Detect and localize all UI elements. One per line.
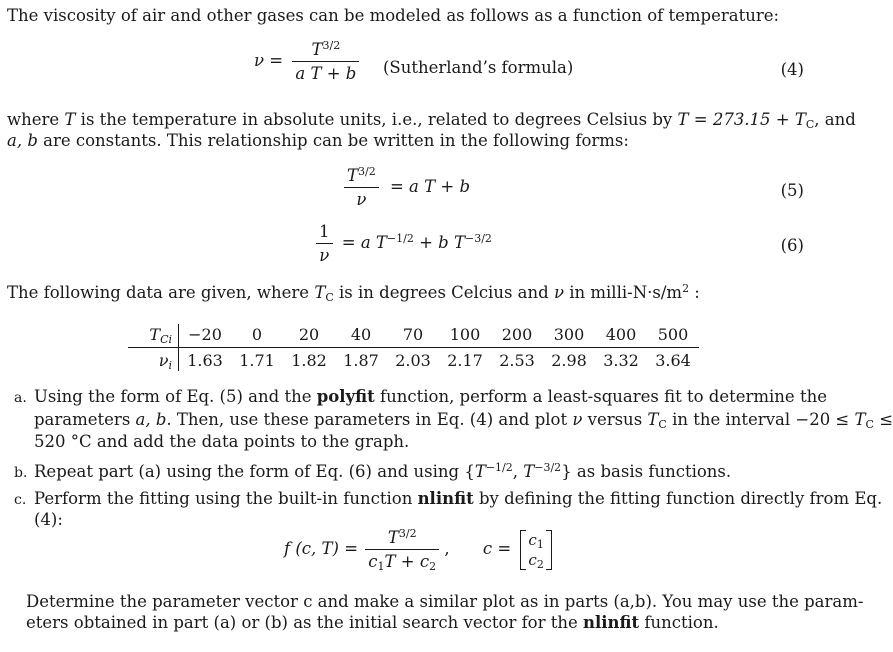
where-text-c: , and xyxy=(814,110,856,129)
eqf-num: T xyxy=(387,528,399,547)
intro-text: The viscosity of air and other gases can be modeled as follows as a function of temperature: xyxy=(7,6,780,25)
nu-head-sub: i xyxy=(168,358,172,372)
eqf-c2: c xyxy=(528,550,537,569)
eqf-num-exp: 3/2 xyxy=(398,526,417,540)
item-b-sep: , xyxy=(512,462,524,481)
eq5-number: (5) xyxy=(780,181,804,200)
item-a-text: . Then, use these parameters in Eq. (4) and plot xyxy=(166,410,573,429)
eqf-lhs: f (c, T) = xyxy=(284,539,359,558)
item-b-exp1: −1/2 xyxy=(485,460,513,474)
table-cell: 500 xyxy=(647,324,699,348)
eqf-vector xyxy=(520,530,551,570)
eq5-fraction xyxy=(344,166,379,209)
table-row-nu xyxy=(128,348,699,372)
eqf-comma: , xyxy=(444,539,450,558)
where-T: T xyxy=(64,110,76,129)
item-b-text: } as basis functions. xyxy=(561,462,732,481)
eq5-num-exp: 3/2 xyxy=(358,164,376,178)
eq4-lhs: ν = xyxy=(254,51,284,70)
where-rest: are constants. This relationship can be written in the following forms: xyxy=(37,131,629,150)
item-a-T2: T xyxy=(854,410,866,429)
eqf-c1-sub: 1 xyxy=(536,537,544,551)
eqf-c-eq: c = xyxy=(482,539,512,558)
eqf-den-c1: c xyxy=(368,552,378,571)
given-text-c: in milli-N·s/m xyxy=(563,283,683,302)
eqf-c2-sub: 2 xyxy=(536,557,544,571)
given-text-b: is in degrees Celcius and xyxy=(333,283,554,302)
table-cell: 2.53 xyxy=(499,351,535,370)
table-cell: 2.98 xyxy=(551,351,587,370)
final-nlinfit: nlinfit xyxy=(583,613,640,632)
where-ab: a, b xyxy=(7,131,38,150)
final-line-2 xyxy=(26,613,719,632)
final-text-b: function. xyxy=(639,613,719,632)
eq6-rhs-b: + b T xyxy=(413,233,465,252)
given-exp: 2 xyxy=(682,281,690,295)
item-a-text: function, perform a least-squares fit to determine the xyxy=(374,387,827,406)
table-cell: 1.71 xyxy=(239,351,275,370)
item-a-text: versus xyxy=(582,410,648,429)
item-c-label: c. xyxy=(14,492,27,508)
nu-head-symbol: ν xyxy=(158,351,169,370)
item-a-ab: a, b xyxy=(135,410,167,429)
where-formula: T = 273.15 + T xyxy=(677,110,806,129)
eqf-c1: c xyxy=(528,530,537,549)
item-a-line-1 xyxy=(14,387,827,406)
eqf-den-mid: T + c xyxy=(384,552,430,571)
eq4-label: (Sutherland’s formula) xyxy=(383,58,574,77)
item-a-line-3: 520 °C and add the data points to the graph. xyxy=(34,432,410,451)
item-a-text: Using the form of Eq. (5) and the xyxy=(34,387,317,406)
eq5-den: ν xyxy=(344,187,379,209)
table-cell: −20 xyxy=(179,324,232,348)
tc-head-sub: Ci xyxy=(160,332,172,346)
eq4-num-exp: 3/2 xyxy=(322,38,341,52)
eq6-rhs-a: = a T xyxy=(341,233,387,252)
where-line-2 xyxy=(7,131,629,150)
table-cell: 1.63 xyxy=(187,351,223,370)
table-cell: 2.03 xyxy=(395,351,431,370)
table-cell: 300 xyxy=(543,324,595,348)
table-cell: 1.87 xyxy=(343,351,379,370)
item-b-line xyxy=(14,462,731,481)
where-text-b: is the temperature in absolute units, i.e., related to degrees Celsius by xyxy=(75,110,678,129)
final-line-1: Determine the parameter vector c and make a similar plot as in parts (a,b). You may use the param- xyxy=(26,592,864,611)
eqf-fraction xyxy=(365,528,439,571)
eq4-den: a T + b xyxy=(292,61,359,83)
item-c-line-2: (4): xyxy=(34,510,63,529)
item-b-T1: T xyxy=(474,462,486,481)
item-a-polyfit: polyfit xyxy=(316,387,375,406)
item-a-T: T xyxy=(647,410,659,429)
data-table xyxy=(128,324,699,371)
table-cell: 70 xyxy=(387,324,439,348)
item-c-line-1 xyxy=(14,489,882,508)
table-cell: 1.82 xyxy=(291,351,327,370)
equation-6 xyxy=(316,222,492,265)
item-a-line-2 xyxy=(34,410,893,429)
item-a-label: a. xyxy=(14,390,27,406)
where-line-1 xyxy=(7,110,856,129)
eqf-den-s2: 2 xyxy=(429,559,437,573)
eq4-number: (4) xyxy=(780,60,804,79)
item-a-sub: C xyxy=(658,417,667,431)
eq5-num: T xyxy=(347,166,359,185)
eq6-number: (6) xyxy=(780,236,804,255)
table-cell: 400 xyxy=(595,324,647,348)
given-text-a: The following data are given, where xyxy=(7,283,315,302)
given-sub: C xyxy=(325,290,334,304)
eq6-exp2: −3/2 xyxy=(464,231,492,245)
item-c-text: by defining the fitting function directly from Eq. xyxy=(473,489,883,508)
equation-fit-function xyxy=(284,528,552,571)
equation-5 xyxy=(344,166,470,209)
table-row-tc xyxy=(128,324,699,348)
eq4-num: T xyxy=(311,40,323,59)
where-text-a: where xyxy=(7,110,65,129)
item-b-text: Repeat part (a) using the form of Eq. (6) and using { xyxy=(34,462,475,481)
item-a-text: in the interval −20 ≤ xyxy=(666,410,855,429)
item-a-sub2: C xyxy=(865,417,874,431)
item-b-label: b. xyxy=(14,465,28,481)
table-cell: 100 xyxy=(439,324,491,348)
table-cell: 3.32 xyxy=(603,351,639,370)
given-text-d: : xyxy=(689,283,700,302)
table-cell: 3.64 xyxy=(655,351,691,370)
item-a-nu: ν xyxy=(572,410,583,429)
table-head-nu xyxy=(128,348,179,372)
final-text-a: eters obtained in part (a) or (b) as the initial search vector for the xyxy=(26,613,584,632)
item-b-exp2: −3/2 xyxy=(534,460,562,474)
tc-head-symbol: T xyxy=(149,325,161,344)
where-sub: C xyxy=(805,117,815,131)
given-nu: ν xyxy=(553,283,564,302)
given-line xyxy=(7,283,700,302)
eq6-exp1: −1/2 xyxy=(386,231,414,245)
item-b-T2: T xyxy=(523,462,535,481)
item-c-nlinfit: nlinfit xyxy=(417,489,474,508)
table-cell: 40 xyxy=(335,324,387,348)
table-cell: 20 xyxy=(283,324,335,348)
eq4-fraction xyxy=(292,40,359,83)
item-a-text: parameters xyxy=(34,410,136,429)
eq5-rhs: = a T + b xyxy=(389,177,471,196)
table-cell: 2.17 xyxy=(447,351,483,370)
table-cell: 200 xyxy=(491,324,543,348)
table-head-tc xyxy=(128,324,179,348)
item-c-text: Perform the fitting using the built-in function xyxy=(34,489,418,508)
eq6-den: ν xyxy=(316,243,333,265)
eqf-den-s1: 1 xyxy=(377,559,385,573)
given-T: T xyxy=(314,283,326,302)
eq6-num: 1 xyxy=(319,222,330,241)
table-cell: 0 xyxy=(231,324,283,348)
equation-4 xyxy=(254,40,359,83)
eq6-fraction xyxy=(316,222,333,265)
item-a-text: ≤ xyxy=(873,410,893,429)
